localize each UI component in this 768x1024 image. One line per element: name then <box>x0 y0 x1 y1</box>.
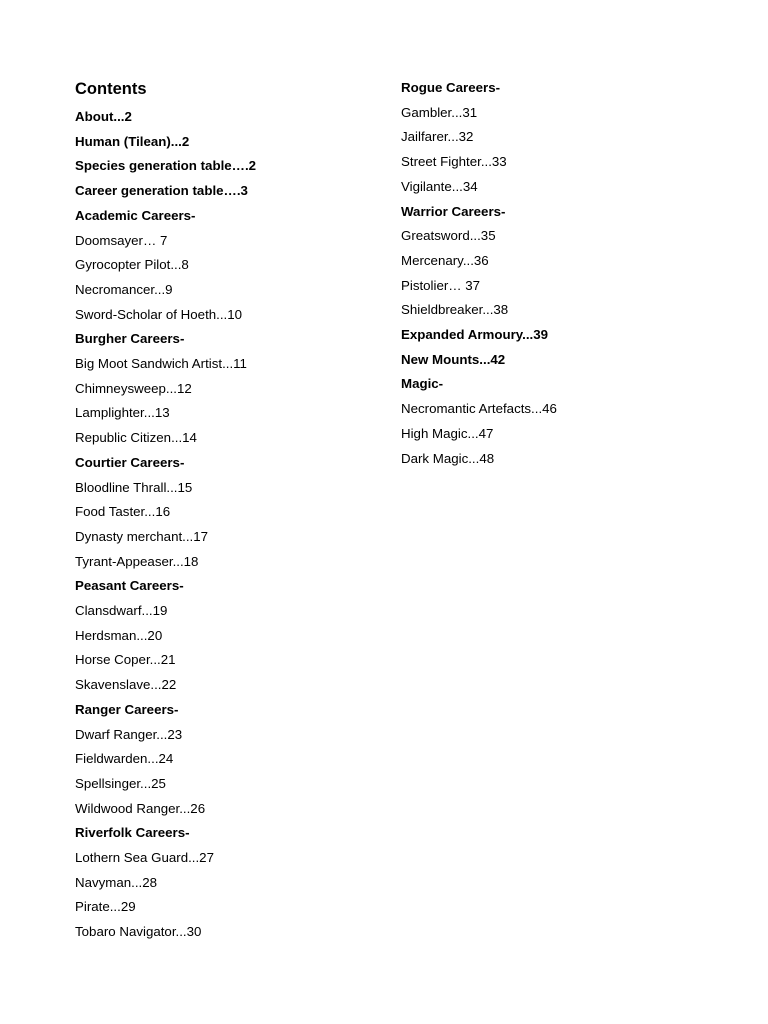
toc-entry: Spellsinger...25 <box>75 775 166 791</box>
toc-entry: Tyrant-Appeaser...18 <box>75 553 199 569</box>
toc-entry: Horse Coper...21 <box>75 652 176 668</box>
toc-entry: Dynasty merchant...17 <box>75 528 209 544</box>
toc-heading: Burgher Careers- <box>75 331 185 347</box>
toc-entry: Wildwood Ranger...26 <box>75 800 206 816</box>
toc-entry: Big Moot Sandwich Artist...11 <box>75 356 247 371</box>
toc-heading: Magic- <box>401 376 444 392</box>
toc-entry: Clansdwarf...19 <box>75 603 168 618</box>
toc-heading: New Mounts...42 <box>401 351 506 367</box>
page-title: Contents <box>75 80 147 98</box>
toc-entry: Navyman...28 <box>75 874 158 890</box>
toc-heading: Academic Careers- <box>75 207 196 223</box>
toc-heading: Warrior Careers- <box>401 203 506 219</box>
toc-entry: Republic Citizen...14 <box>75 430 197 446</box>
toc-entry: Gambler...31 <box>401 104 478 120</box>
toc-heading: Human (Tilean)...2 <box>75 133 190 149</box>
toc-entry: Greatsword...35 <box>401 228 496 244</box>
toc-entry: Lothern Sea Guard...27 <box>75 850 214 865</box>
toc-entry: Doomsayer… 7 <box>75 232 168 248</box>
toc-heading: Expanded Armoury...39 <box>401 327 549 342</box>
toc-entry: Food Taster...16 <box>75 504 171 520</box>
toc-entry: Street Fighter...33 <box>401 154 507 170</box>
toc-entry: Chimneysweep...12 <box>75 380 192 396</box>
toc-heading: Peasant Careers- <box>75 578 184 594</box>
toc-entry: Tobaro Navigator...30 <box>75 924 202 940</box>
toc-heading: Career generation table….3 <box>75 183 248 199</box>
toc-entry: Necromancer...9 <box>75 281 173 297</box>
toc-entry: High Magic...47 <box>401 425 494 441</box>
toc-heading: Riverfolk Careers- <box>75 825 190 841</box>
toc-entry: Fieldwarden...24 <box>75 751 174 767</box>
toc-heading: Species generation table….2 <box>75 158 257 174</box>
toc-entry: Dwarf Ranger...23 <box>75 726 183 742</box>
toc-heading: Rogue Careers- <box>401 80 501 95</box>
toc-heading: About...2 <box>75 109 132 124</box>
toc-entry: Necromantic Artefacts...46 <box>401 401 557 417</box>
toc-entry: Dark Magic...48 <box>401 450 495 466</box>
toc-entry: Sword-Scholar of Hoeth...10 <box>75 306 243 322</box>
toc-entry: Vigilante...34 <box>401 178 478 194</box>
toc-entry: Lamplighter...13 <box>75 405 170 421</box>
toc-heading: Ranger Careers- <box>75 701 179 717</box>
toc-entry: Jailfarer...32 <box>401 129 474 145</box>
toc-heading: Courtier Careers- <box>75 454 185 470</box>
toc-entry: Bloodline Thrall...15 <box>75 479 193 495</box>
toc-entry: Shieldbreaker...38 <box>401 302 509 318</box>
toc-entry: Pistolier… 37 <box>401 277 481 293</box>
toc-entry: Pirate...29 <box>75 899 136 915</box>
toc-entry: Herdsman...20 <box>75 627 163 643</box>
toc-entry: Mercenary...36 <box>401 252 489 268</box>
toc-entry: Skavenslave...22 <box>75 677 177 693</box>
toc-entry: Gyrocopter Pilot...8 <box>75 257 189 273</box>
